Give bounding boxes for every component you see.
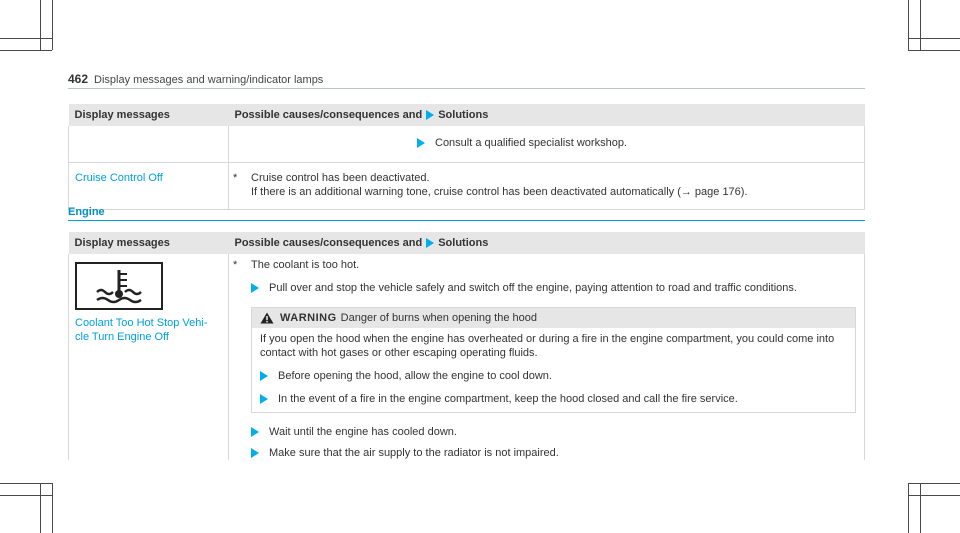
display-message-coolant-line2: cle Turn Engine Off <box>75 331 169 343</box>
cause-text: The coolant is too hot. <box>251 259 360 271</box>
crop-mark <box>908 483 960 484</box>
warning-step-text: In the event of a fire in the engine compartment, keep the hood closed and call the fire service. <box>278 393 738 405</box>
header-divider <box>68 88 865 89</box>
crop-mark <box>52 0 53 50</box>
crop-mark <box>908 495 960 496</box>
column-header-solutions-text: Solutions <box>438 237 489 249</box>
cause-cell <box>229 163 865 210</box>
coolant-temperature-icon <box>75 262 163 310</box>
table-row <box>69 126 865 163</box>
section-title-engine: Engine <box>68 206 105 218</box>
solution-step <box>229 281 864 295</box>
warning-body <box>252 328 855 412</box>
cause-cell <box>229 254 865 460</box>
page-number: 462 <box>68 72 89 86</box>
cause-line <box>229 171 864 185</box>
triangle-bullet-icon <box>251 427 259 437</box>
column-header-display-messages: Display messages <box>69 232 229 254</box>
solution-step <box>229 446 864 460</box>
triangle-bullet-icon <box>426 238 434 248</box>
solution-step-text: Make sure that the air supply to the radiator is not impaired. <box>269 447 559 459</box>
cause-line <box>229 258 864 272</box>
cause-marker: * <box>233 259 238 271</box>
column-header-causes <box>229 104 865 126</box>
table-row <box>69 163 865 210</box>
solution-step-text: Pull over and stop the vehicle safely and switch off the engine, paying attention to road and traffic conditions. <box>269 282 797 294</box>
message-cell <box>69 254 229 460</box>
message-cell <box>69 126 229 163</box>
crop-mark <box>0 38 52 39</box>
crop-mark <box>908 483 909 533</box>
crop-mark <box>908 0 909 50</box>
triangle-bullet-icon <box>260 394 268 404</box>
cause-text: Cruise control has been deactivated. <box>251 172 430 184</box>
warning-step <box>260 392 847 406</box>
messages-table-cruise <box>68 104 865 210</box>
crop-mark <box>0 495 52 496</box>
column-header-causes <box>229 232 865 254</box>
crop-mark <box>40 483 41 533</box>
page-header <box>68 72 865 86</box>
solution-cell <box>229 126 865 163</box>
warning-title: Danger of burns when opening the hood <box>340 312 537 324</box>
solution-step <box>229 136 864 150</box>
crop-mark <box>908 50 960 51</box>
solution-step-text: Wait until the engine has cooled down. <box>269 426 457 438</box>
crop-mark <box>920 483 921 533</box>
crop-mark <box>908 38 960 39</box>
triangle-bullet-icon <box>417 138 425 148</box>
cause-marker: * <box>233 172 238 184</box>
crop-mark <box>40 0 41 50</box>
warning-step <box>260 369 847 383</box>
warning-box <box>251 307 856 413</box>
triangle-bullet-icon <box>251 448 259 458</box>
warning-header <box>252 308 855 328</box>
column-header-solutions-text: Solutions <box>438 109 489 121</box>
crop-mark <box>920 0 921 50</box>
warning-text: If you open the hood when the engine has overheated or during a fire in the engine compartment, you could come into contact with hot gases or other escaping operating fluids. <box>260 333 835 359</box>
table-row <box>69 254 865 460</box>
display-message-cruise-control-off: Cruise Control Off <box>75 172 163 184</box>
warning-step-text: Before opening the hood, allow the engine to cool down. <box>278 370 552 382</box>
warning-label: WARNING <box>280 312 337 324</box>
display-message-coolant-line1: Coolant Too Hot Stop Vehi- <box>75 317 208 329</box>
messages-table-engine <box>68 232 865 460</box>
crop-mark <box>52 483 53 533</box>
column-header-causes-text: Possible causes/consequences and <box>234 109 423 121</box>
solution-step <box>229 425 864 439</box>
section-divider <box>68 220 865 221</box>
column-header-causes-text: Possible causes/consequences and <box>234 237 423 249</box>
solution-step-text: Consult a qualified specialist workshop. <box>435 137 627 149</box>
crop-mark <box>0 483 52 484</box>
column-header-display-messages: Display messages <box>69 104 229 126</box>
warning-triangle-icon <box>260 312 274 324</box>
crop-mark <box>0 50 52 51</box>
page-header-title: Display messages and warning/indicator lamps <box>94 74 324 86</box>
triangle-bullet-icon <box>426 110 434 120</box>
cause-detail: If there is an additional warning tone, cruise control has been deactivated automatically (→ page 176). <box>251 186 748 198</box>
triangle-bullet-icon <box>260 371 268 381</box>
triangle-bullet-icon <box>251 283 259 293</box>
message-cell <box>69 163 229 210</box>
